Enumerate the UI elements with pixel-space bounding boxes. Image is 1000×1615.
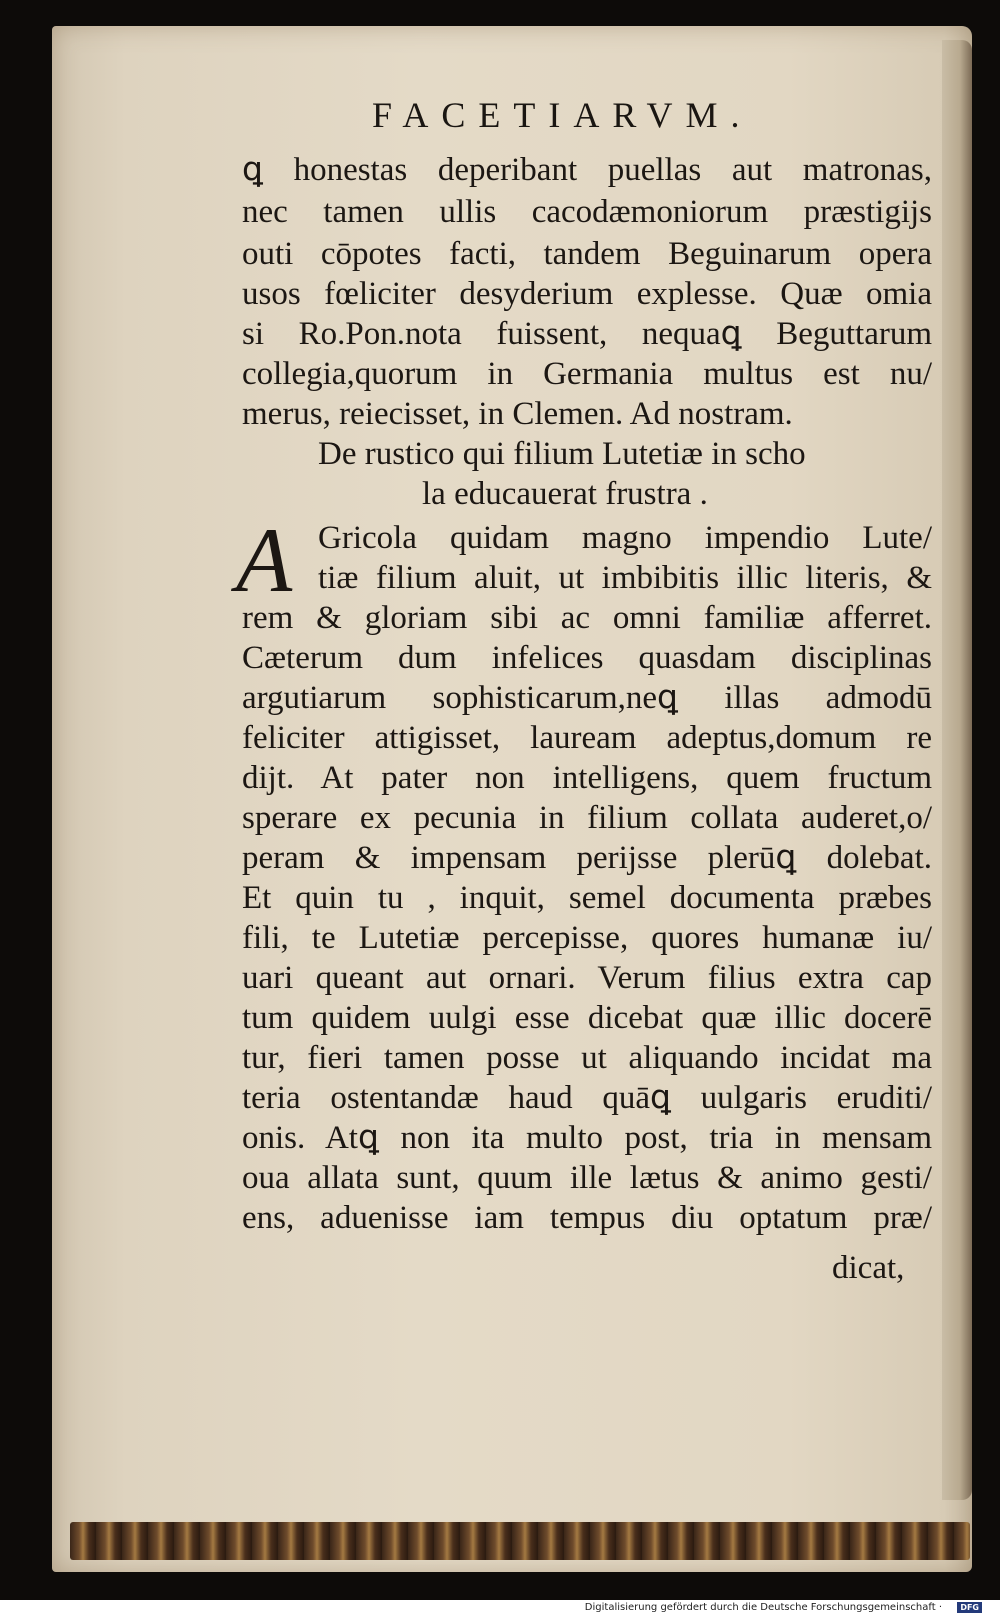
heading-line: De rustico qui filium Lutetiæ in scho (318, 436, 806, 472)
text-line: oua allata sunt, quum ille lætus & animo gesti/ (242, 1160, 932, 1196)
heading-line: la educauerat frustra . (422, 476, 708, 512)
footer-credit: Digitalisierung gefördert durch die Deutsche Forschungsgemeinschaft · (584, 1602, 942, 1613)
text-line: peram & impensam perijsse plerūꝗ dolebat. (242, 840, 932, 876)
text-line: Cæterum dum infelices quasdam disciplinas (242, 640, 932, 676)
text-line: sperare ex pecunia in filium collata auderet,o/ (242, 800, 932, 836)
drop-cap-initial: A (236, 509, 293, 611)
running-head: FACETIARVM. (372, 95, 753, 135)
text-line: Et quin tu , inquit, semel documenta præbes (242, 880, 932, 916)
text-line: uari queant aut ornari. Verum filius extra cap (242, 960, 932, 996)
text-line: ꝗ honestas deperibant puellas aut matronas, (242, 152, 932, 188)
text-line: merus, reiecisset, in Clemen. Ad nostram. (242, 396, 793, 432)
text-line: si Ro.Pon.nota fuissent, nequaꝗ Beguttarum (242, 316, 932, 352)
text-line: collegia,quorum in Germania multus est nu/ (242, 356, 932, 392)
text-line: dijt. At pater non intelligens, quem fructum (242, 760, 932, 796)
dfg-logo: DFG (957, 1602, 982, 1613)
text-line: tiæ filium aluit, ut imbibitis illic literis, & (318, 560, 932, 596)
text-line: onis. Atꝗ non ita multo post, tria in mensam (242, 1120, 932, 1156)
text-line: argutiarum sophisticarum,neꝗ illas admodū (242, 680, 932, 716)
page-edge (942, 40, 972, 1500)
text-line: tur, fieri tamen posse ut aliquando incidat ma (242, 1040, 932, 1076)
text-line: feliciter attigisset, lauream adeptus,domum re (242, 720, 932, 756)
text-line: tum quidem uulgi esse dicebat quæ illic docerē (242, 1000, 932, 1036)
catchword: dicat, (832, 1250, 905, 1286)
text-line: rem & gloriam sibi ac omni familiæ afferret. (242, 600, 932, 636)
book-binding-edge (70, 1522, 970, 1560)
text-line: usos fœliciter desyderium explesse. Quæ omia (242, 276, 932, 312)
text-line: Gricola quidam magno impendio Lute/ (318, 520, 932, 556)
text-line: fili, te Lutetiæ percepisse, quores humanæ iu/ (242, 920, 932, 956)
text-line: outi cōpotes facti, tandem Beguinarum opera (242, 236, 932, 272)
text-line: teria ostentandæ haud quāꝗ uulgaris eruditi/ (242, 1080, 932, 1116)
text-line: nec tamen ullis cacodæmoniorum præstigijs (242, 194, 932, 230)
text-line: ens, aduenisse iam tempus diu optatum præ/ (242, 1200, 932, 1236)
